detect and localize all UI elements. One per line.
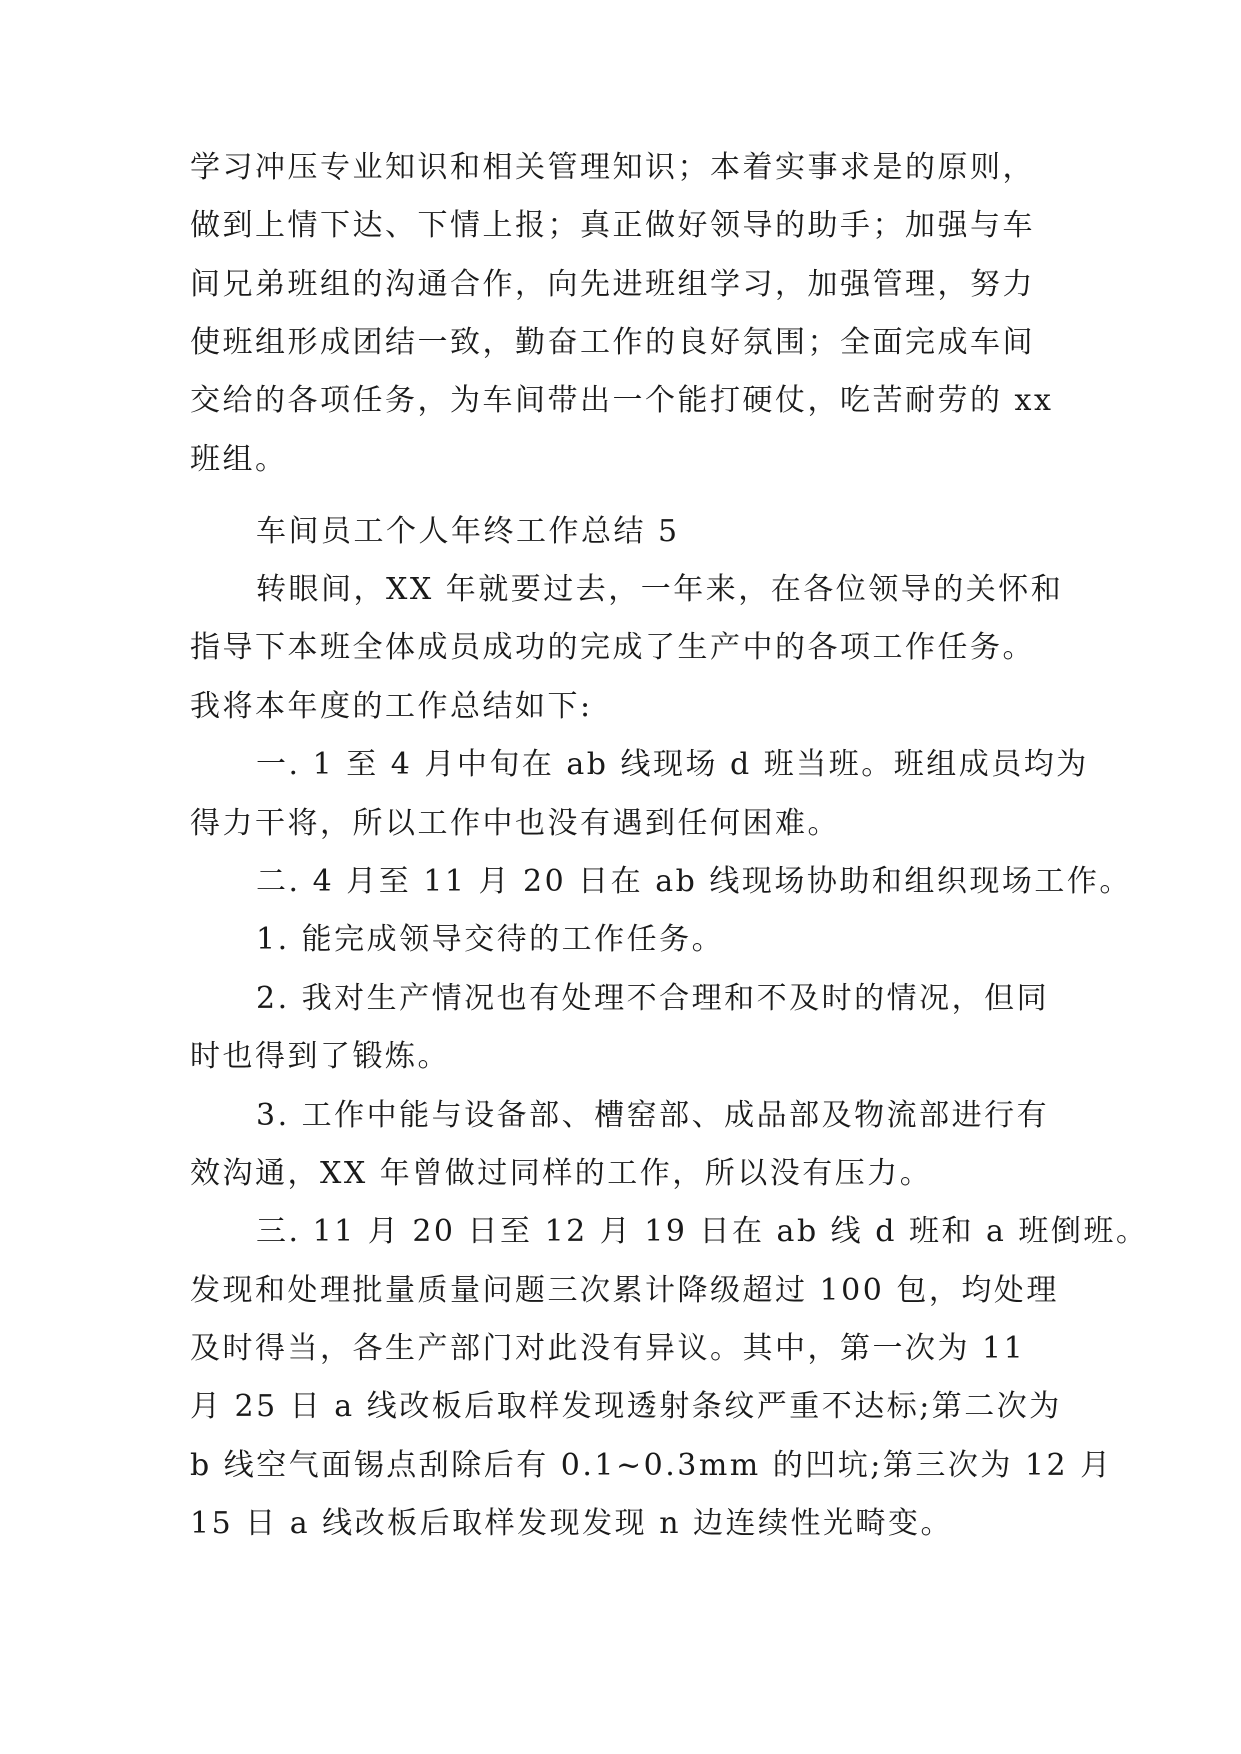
text-line: b 线空气面锡点刮除后有 0.1~0.3mm 的凹坑;第三次为 12 月: [190, 1448, 1113, 1483]
text-line: 时也得到了锻炼。: [190, 1039, 450, 1074]
text-line: 转眼间，XX 年就要过去，一年来，在各位领导的关怀和: [256, 572, 1064, 607]
text-line: 做到上情下达、下情上报；真正做好领导的助手；加强与车: [190, 208, 1035, 243]
text-line: 我将本年度的工作总结如下:: [190, 689, 593, 724]
text-line: 月 25 日 a 线改板后取样发现透射条纹严重不达标;第二次为: [190, 1389, 1062, 1424]
text-line: 15 日 a 线改板后取样发现发现 n 边连续性光畸变。: [190, 1506, 954, 1541]
text-line: 间兄弟班组的沟通合作，向先进班组学习，加强管理，努力: [190, 267, 1035, 302]
text-line: 三. 11 月 20 日至 12 月 19 日在 ab 线 d 班和 a 班倒班。: [256, 1214, 1149, 1249]
text-line: 二. 4 月至 11 月 20 日在 ab 线现场协助和组织现场工作。: [256, 864, 1132, 899]
text-line: 1. 能完成领导交待的工作任务。: [256, 922, 725, 957]
text-line: 及时得当，各生产部门对此没有异议。其中，第一次为 11: [190, 1331, 1026, 1366]
text-line: 得力干将，所以工作中也没有遇到任何困难。: [190, 806, 840, 841]
text-line: 指导下本班全体成员成功的完成了生产中的各项工作任务。: [190, 630, 1035, 665]
text-line: 效沟通，XX 年曾做过同样的工作，所以没有压力。: [190, 1156, 933, 1191]
section-heading: 车间员工个人年终工作总结 5: [256, 514, 680, 549]
text-line: 班组。: [190, 442, 288, 477]
text-line: 发现和处理批量质量问题三次累计降级超过 100 包，均处理: [190, 1273, 1059, 1308]
text-line: 交给的各项任务，为车间带出一个能打硬仗，吃苦耐劳的 xx: [190, 383, 1054, 418]
text-line: 2. 我对生产情况也有处理不合理和不及时的情况，但同: [256, 981, 1050, 1016]
text-line: 学习冲压专业知识和相关管理知识；本着实事求是的原则，: [190, 150, 1035, 185]
text-line: 一. 1 至 4 月中旬在 ab 线现场 d 班当班。班组成员均为: [256, 747, 1089, 782]
text-line: 使班组形成团结一致，勤奋工作的良好氛围；全面完成车间: [190, 325, 1035, 360]
text-line: 3. 工作中能与设备部、槽窑部、成品部及物流部进行有: [256, 1098, 1050, 1133]
